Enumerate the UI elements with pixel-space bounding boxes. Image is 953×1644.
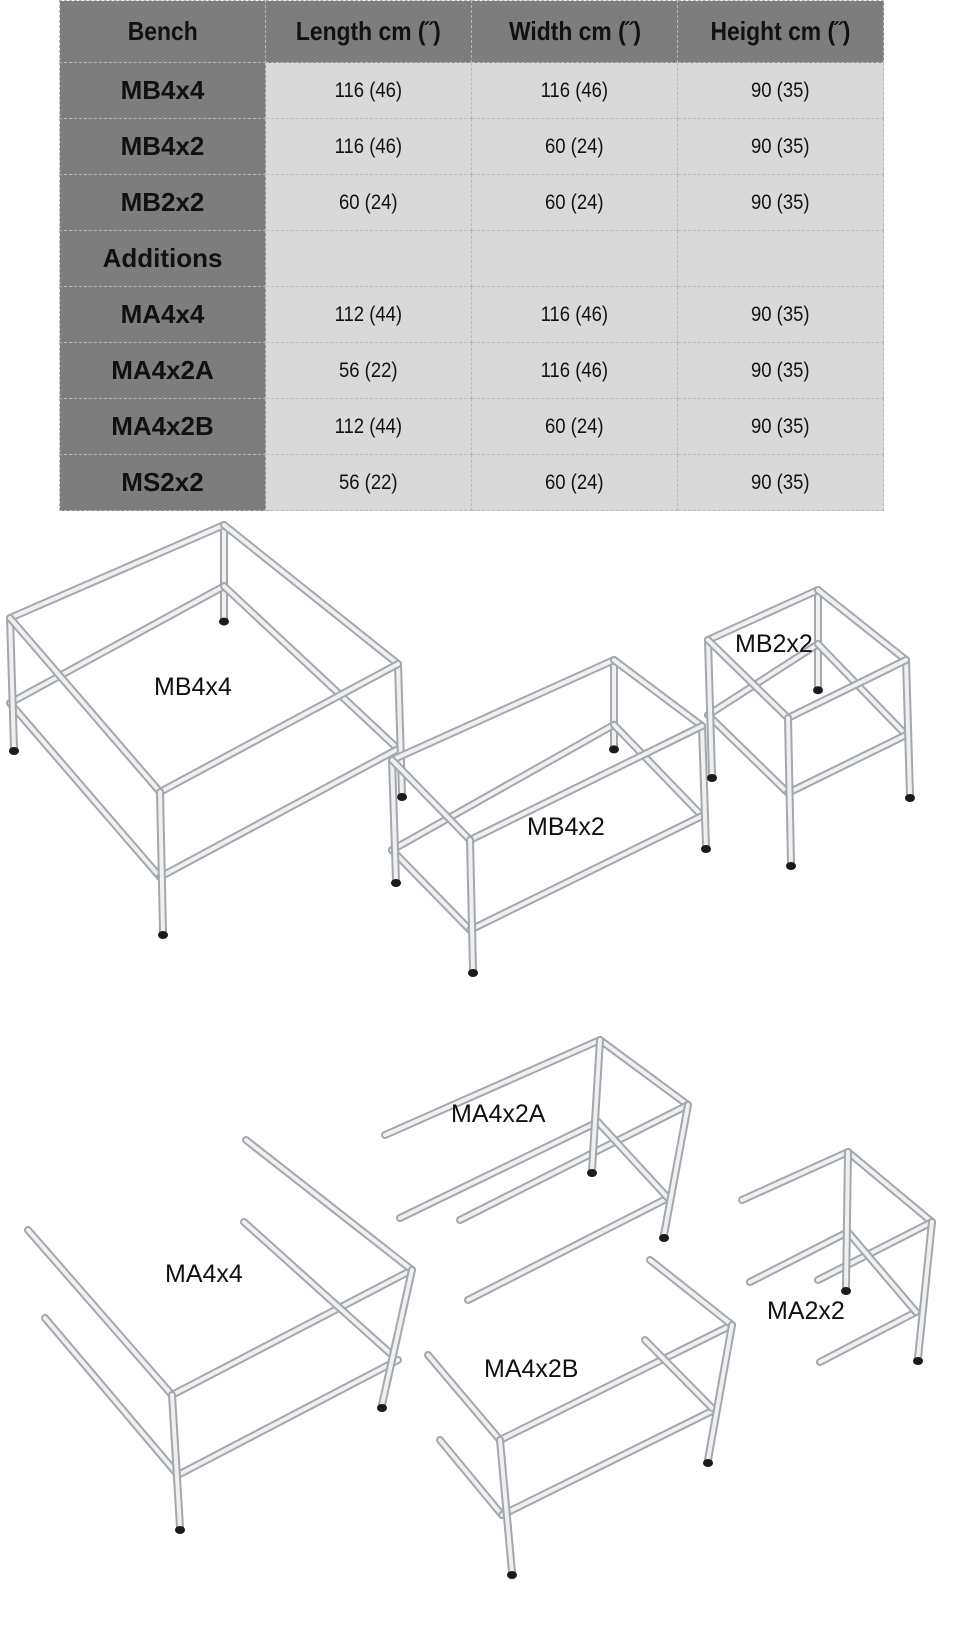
leveling-foot: [703, 1459, 713, 1467]
leveling-foot: [219, 618, 229, 626]
leveling-foot: [707, 774, 717, 782]
frame-tube-highlight: [10, 618, 160, 792]
frame-tube-highlight: [160, 749, 398, 877]
length-cell: 112 (44): [266, 399, 472, 455]
section-name-additions: Additions: [60, 231, 266, 287]
label-mb2x2: MB2x2: [735, 630, 813, 658]
leveling-foot: [397, 793, 407, 801]
leveling-foot: [813, 686, 823, 694]
frame-tube-highlight: [224, 525, 398, 664]
label-ma4x2a: MA4x2A: [451, 1100, 546, 1128]
frame-tube-highlight: [848, 1152, 932, 1222]
ma2x2-frame-illustration: [742, 1152, 932, 1365]
leveling-foot: [701, 845, 711, 853]
frame-tube-highlight: [846, 1152, 848, 1288]
leveling-foot: [9, 747, 19, 755]
length-cell: 56 (22): [266, 455, 472, 511]
length-cell: 116 (46): [266, 63, 472, 119]
ma4x4-frame-illustration: [28, 1140, 412, 1534]
frame-tube-highlight: [650, 1260, 732, 1325]
frame-tube-highlight: [600, 1040, 688, 1105]
width-cell: 116 (46): [472, 63, 678, 119]
frame-tube-highlight: [664, 1105, 688, 1235]
frame-tube-highlight: [468, 1198, 668, 1300]
header-bench: Bench: [60, 1, 266, 63]
row-name: MS2x2: [60, 455, 266, 511]
width-cell: 116 (46): [472, 287, 678, 343]
leveling-foot: [377, 1404, 387, 1412]
mb4x4-frame-illustration: [9, 525, 407, 939]
leveling-foot: [158, 931, 168, 939]
width-cell: 60 (24): [472, 119, 678, 175]
width-cell: 60 (24): [472, 175, 678, 231]
leveling-foot: [905, 794, 915, 802]
frame-tube-highlight: [10, 703, 160, 877]
frame-tube-highlight: [224, 586, 398, 749]
frame-tube-highlight: [742, 1152, 848, 1200]
frame-tube-highlight: [382, 1270, 412, 1405]
height-cell: 90 (35): [678, 399, 884, 455]
frame-tube-highlight: [440, 1440, 502, 1515]
width-cell: 60 (24): [472, 399, 678, 455]
row-name: MA4x2A: [60, 343, 266, 399]
header-height: Height cm (˝): [678, 1, 884, 63]
leveling-foot: [659, 1234, 669, 1242]
frame-tube-highlight: [614, 725, 702, 816]
label-ma2x2: MA2x2: [767, 1297, 845, 1325]
length-cell: 56 (22): [266, 343, 472, 399]
frame-tube-highlight: [818, 590, 906, 660]
height-cell: 90 (35): [678, 343, 884, 399]
width-cell: 60 (24): [472, 455, 678, 511]
header-length: Length cm (˝): [266, 1, 472, 63]
height-cell: 90 (35): [678, 287, 884, 343]
leveling-foot: [913, 1357, 923, 1365]
height-cell: 90 (35): [678, 455, 884, 511]
frame-tube-highlight: [614, 660, 702, 726]
width-cell: 116 (46): [472, 343, 678, 399]
leveling-foot: [786, 862, 796, 870]
ma4x2a-frame-illustration: [385, 1040, 688, 1300]
length-cell: 112 (44): [266, 287, 472, 343]
row-name: MB2x2: [60, 175, 266, 231]
frame-tube-highlight: [788, 735, 906, 793]
frame-tube-highlight: [918, 1222, 932, 1358]
label-mb4x4: MB4x4: [154, 673, 232, 701]
frame-tube-highlight: [28, 1230, 172, 1395]
ma4x2b-frame-illustration: [428, 1260, 732, 1579]
leveling-foot: [175, 1526, 185, 1534]
leveling-foot: [507, 1571, 517, 1579]
frame-tube-highlight: [708, 715, 788, 793]
label-ma4x2b: MA4x2B: [484, 1355, 579, 1383]
frame-tube-highlight: [172, 1270, 412, 1395]
height-cell: 90 (35): [678, 175, 884, 231]
leveling-foot: [468, 969, 478, 977]
label-ma4x4: MA4x4: [165, 1260, 243, 1288]
frame-tube-highlight: [818, 1222, 932, 1280]
header-width: Width cm (˝): [472, 1, 678, 63]
height-cell: 90 (35): [678, 119, 884, 175]
height-cell: 90 (35): [678, 63, 884, 119]
leveling-foot: [391, 879, 401, 887]
row-name: MA4x2B: [60, 399, 266, 455]
leveling-foot: [841, 1287, 851, 1295]
row-name: MB4x2: [60, 119, 266, 175]
length-cell: 116 (46): [266, 119, 472, 175]
frame-tube-highlight: [708, 1325, 732, 1460]
leveling-foot: [587, 1169, 597, 1177]
length-cell: 60 (24): [266, 175, 472, 231]
row-name: MA4x4: [60, 287, 266, 343]
label-mb4x2: MB4x2: [527, 813, 605, 841]
frame-tube-highlight: [818, 644, 906, 735]
frame-tube-highlight: [392, 850, 470, 930]
leveling-foot: [609, 745, 619, 753]
frame-tube-highlight: [45, 1318, 178, 1475]
frame-tube-highlight: [500, 1440, 512, 1572]
row-name: MB4x4: [60, 63, 266, 119]
